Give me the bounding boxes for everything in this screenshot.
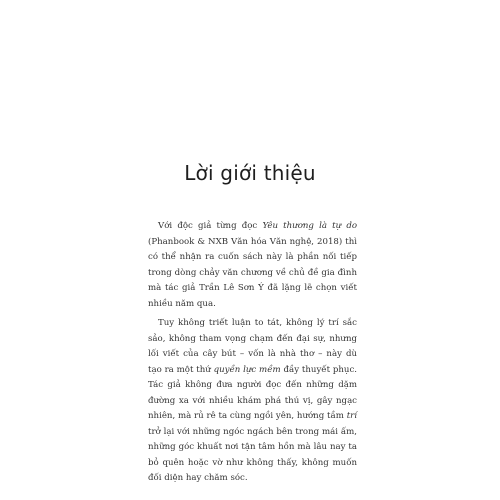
page-title: Lời giới thiệu bbox=[184, 161, 316, 185]
paragraph-1 bbox=[148, 219, 357, 312]
paragraph-2-text-end: trở lại với những ngóc ngách bên trong mái ấm, những góc khuất nơi tận tâm hồn mà lâu nay ta bỏ quên hoặc vờ như không thấy, không muốn đối diện hay chăm sóc. bbox=[148, 426, 357, 483]
soft-power-italic: quyền lực mềm bbox=[213, 364, 281, 375]
book-title-italic: Yêu thương là tự do bbox=[262, 221, 357, 231]
paragraph-2-text-cont: đầy thuyết phục. Tác giả không đưa người đọc đến những dặm đường xa với nhiều khám phá thú vị, gây ngạc nhiên, mà rủ rê ta cùng ngồi yên, hướng tầm bbox=[148, 364, 357, 421]
mind-italic: trí bbox=[346, 411, 357, 421]
paragraph-1-text: Với độc giả từng đọc bbox=[158, 221, 263, 231]
paragraph-2 bbox=[148, 316, 357, 487]
paragraph-1-text-cont: (Phanbook & NXB Văn hóa Văn nghệ, 2018) thì có thể nhận ra cuốn sách này là phần nối tiếp trong dòng chảy văn chương về chủ đề gia đình mà tác giả Trần Lê Sơn Ý đã lặng lẽ chọn viết nhiều năm qua. bbox=[148, 236, 357, 309]
paragraph-2-text: Tuy không triết luận to tát, không lý trí sắc sảo, không tham vọng chạm đến đại sự, nhưng lối viết của cây bút – vốn là nhà thơ – này dù tạo ra một thứ bbox=[148, 318, 357, 375]
body-text bbox=[148, 219, 357, 487]
